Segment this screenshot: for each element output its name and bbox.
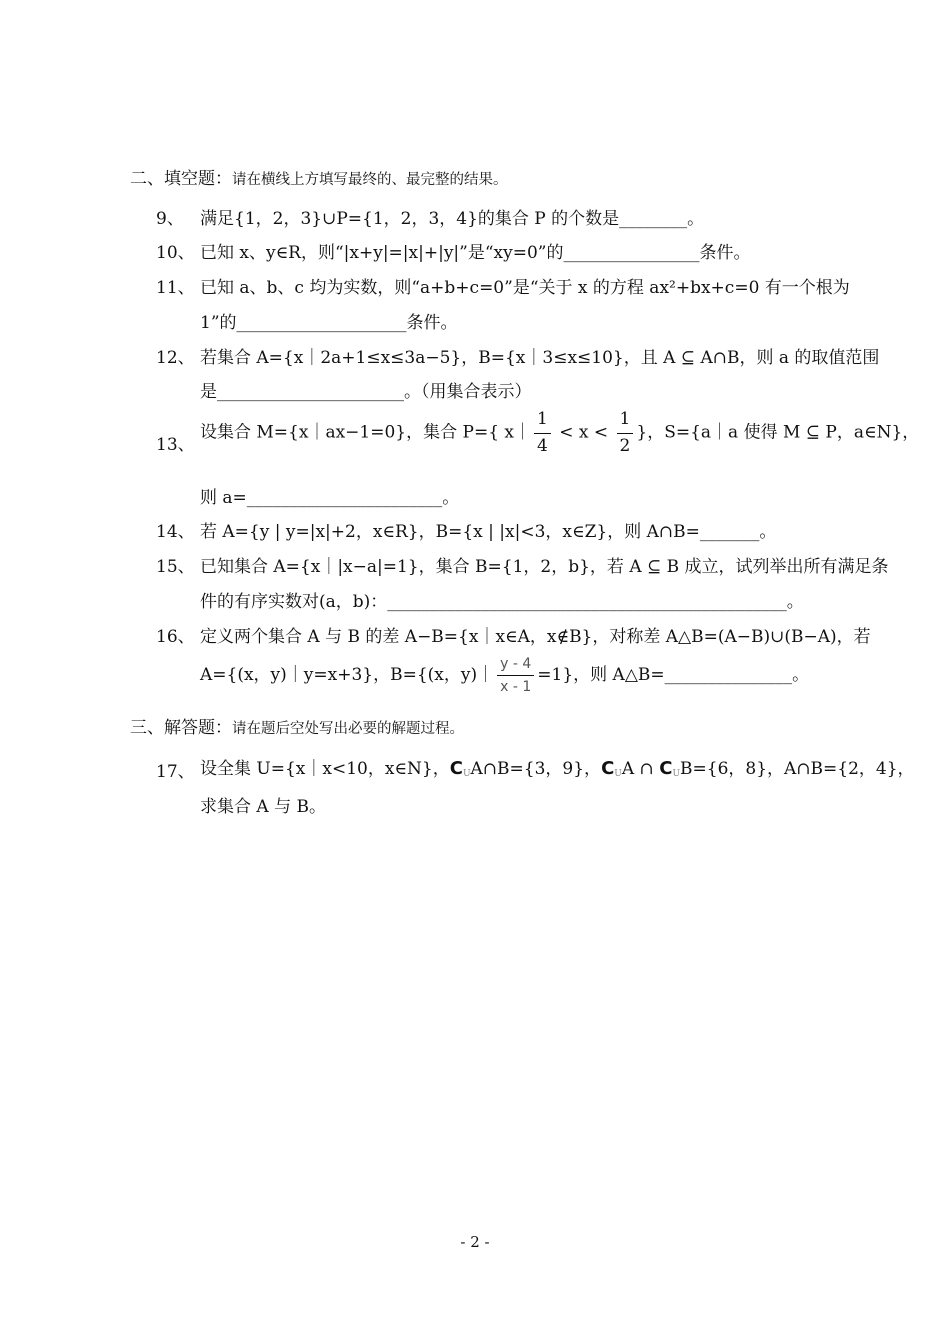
fraction-denominator: 2 bbox=[617, 433, 634, 457]
fraction-numerator: 1 bbox=[619, 409, 631, 429]
complement-subscript: U bbox=[672, 769, 681, 779]
question-text-continued: 件的有序实数对(a，b)：_______________________________________________。 bbox=[200, 592, 804, 612]
fraction-numerator: y - 4 bbox=[500, 656, 532, 672]
question-number: 14、 bbox=[156, 522, 195, 542]
question-number: 13、 bbox=[156, 435, 195, 455]
question-text-continued: 求集合 A 与 B。 bbox=[200, 797, 326, 817]
question-text: 定义两个集合 A 与 B 的差 A−B={x｜x∈A，x∉B}，对称差 A△B=(A−B)∪(B−A)，若 bbox=[200, 627, 871, 647]
question-text: 满足{1，2，3}∪P={1，2，3，4}的集合 P 的个数是________。 bbox=[200, 209, 705, 229]
question-number: 17、 bbox=[156, 762, 195, 782]
question-text: 已知 x、y∈R，则“|x+y|=|x|+|y|”是“xy=0”的________________条件。 bbox=[200, 243, 751, 263]
complement-set: A bbox=[470, 759, 483, 779]
question-text bbox=[200, 410, 919, 456]
question-number: 10、 bbox=[156, 243, 195, 263]
question-text-continued bbox=[200, 656, 809, 695]
complement-set: B bbox=[680, 759, 693, 779]
q13-text-mid: < x < bbox=[553, 422, 614, 443]
q16-text-post: =1}，则 A△B=_______________。 bbox=[537, 665, 810, 686]
section-2-heading bbox=[130, 171, 508, 188]
section-3-heading bbox=[130, 720, 464, 737]
question-number: 15、 bbox=[156, 557, 195, 577]
complement-symbol: C bbox=[449, 758, 463, 779]
fraction-numerator: 1 bbox=[537, 409, 548, 429]
fraction-one-half bbox=[617, 410, 634, 456]
fraction-denominator: 4 bbox=[534, 433, 551, 457]
question-number: 11、 bbox=[156, 278, 195, 298]
fraction-denominator: x - 1 bbox=[497, 675, 534, 695]
question-text: 若 A={y | y=|x|+2，x∈R}，B={x | |x|<3，x∈Z}，则 A∩B=_______。 bbox=[200, 522, 777, 542]
question-text bbox=[200, 754, 915, 779]
question-number: 12、 bbox=[156, 348, 195, 368]
complement-set: A bbox=[621, 759, 635, 779]
q17-text-part1: 设全集 U={x｜x<10，x∈N}， bbox=[200, 759, 450, 779]
question-text: 若集合 A={x｜2a+1≤x≤3a−5}，B={x｜3≤x≤10}，且 A ⊆ A∩B，则 a 的取值范围 bbox=[200, 348, 880, 368]
section-3-title: 三、解答题： bbox=[130, 718, 232, 738]
complement-symbol: C bbox=[659, 758, 673, 779]
question-text-continued: 是______________________。（用集合表示） bbox=[200, 382, 532, 402]
question-text: 已知 a、b、c 均为实数，则“a+b+c=0”是“关于 x 的方程 ax²+bx+c=0 有一个根为 bbox=[200, 278, 850, 298]
section-3-note: 请在题后空处写出必要的解题过程。 bbox=[232, 721, 464, 737]
q13-text-pre: 设集合 M={x｜ax−1=0}，集合 P={ x｜ bbox=[200, 422, 532, 443]
page-number: - 2 - bbox=[460, 1233, 490, 1251]
question-number: 16、 bbox=[156, 627, 195, 647]
fraction-one-quarter bbox=[534, 410, 551, 456]
section-2-note: 请在横线上方填写最终的、最完整的结果。 bbox=[232, 172, 508, 188]
question-text-continued: 1”的____________________条件。 bbox=[200, 313, 458, 333]
fraction-y-minus-4-over-x-minus-1 bbox=[497, 656, 534, 695]
complement-symbol: C bbox=[601, 758, 615, 779]
complement-subscript: U bbox=[462, 769, 471, 779]
q17-text-part4: ={6，8}，A∩B={2，4}， bbox=[692, 759, 915, 779]
question-number: 9、 bbox=[156, 209, 184, 229]
question-text-continued: 则 a=_______________________。 bbox=[200, 488, 460, 508]
q16-text-pre: A={(x，y)｜y=x+3}，B={(x，y)｜ bbox=[200, 665, 495, 686]
q17-text-part3: ∩ bbox=[634, 759, 660, 779]
q17-text-part2: ∩B={3，9}， bbox=[482, 759, 602, 779]
section-2-title: 二、填空题： bbox=[130, 169, 232, 189]
question-text: 已知集合 A={x｜|x−a|=1}，集合 B={1，2，b}，若 A ⊆ B 成立，试列举出所有满足条 bbox=[200, 557, 889, 577]
q13-text-post: }，S={a｜a 使得 M ⊆ P，a∈N}， bbox=[636, 422, 920, 443]
complement-subscript: U bbox=[614, 769, 622, 779]
